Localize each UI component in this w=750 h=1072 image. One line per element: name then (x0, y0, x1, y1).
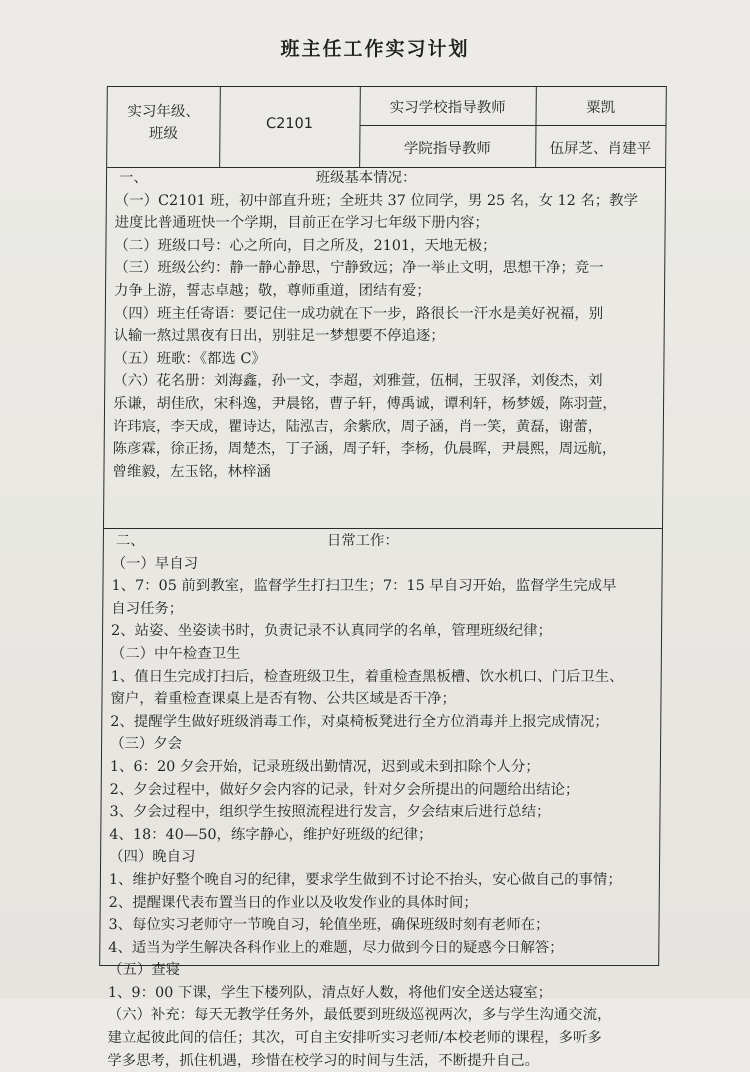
text-line: （二）中午检查卫生 (110, 645, 241, 662)
divider (359, 125, 665, 126)
text-line: （四）班主任寄语：要记住一成功就在下一步，路很长一汗水是美好祝福，别 (113, 305, 604, 322)
text-line: （三）班级公约：静一静心静思，宁静致远；净一举止文明，思想干净；竞一 (114, 260, 604, 277)
text-line: （五）班歌：《都选 C》 (113, 350, 266, 367)
grade-label-line: 班级 (148, 126, 178, 142)
section-heading (112, 530, 654, 553)
class-value: C2101 (265, 116, 314, 132)
text-line: 1、7：05 前到教室，监督学生打扫卫生；7：15 早自习开始，监督学生完成早 (111, 578, 617, 595)
text-line: 3、夕会过程中，组织学生按照流程进行发言，夕会结束后进行总结； (109, 804, 551, 821)
text-line: 窗户，着重检查课桌上是否有物、公共区域是否干净； (110, 691, 456, 708)
text-line: 许玮宸，李天成，瞿诗达，陆泓吉，余紫欣，周子涵，肖一笑，黄磊，谢蕾， (112, 418, 603, 435)
school-mentor-value: 粟凯 (586, 100, 616, 116)
text-line: 学多思考，抓住机遇，珍惜在校学习的时间与生活，不断提升自己。 (107, 1052, 540, 1069)
section-number: 二、 (115, 533, 145, 549)
text-line: （六）花名册：刘海鑫，孙一文，李超，刘雅萱，伍桐，王驭泽，刘俊杰，刘 (113, 373, 603, 390)
text-line: 建立起彼此间的信任；其次，可自主安排听实习老师/本校老师的课程，多听多 (107, 1030, 602, 1047)
text-line: 1、9：00 下课，学生下楼列队，清点好人数，将他们安全送达寝室； (107, 984, 553, 1001)
document-title: 班主任工作实习计划 (280, 38, 470, 60)
text-line: 进度比普通班快一个学期，目前正在学习七年级下册内容； (114, 215, 489, 232)
text-line: 2、提醒课代表布置当日的作业以及收发作业的具体时间； (108, 894, 478, 911)
text-line: （三）夕会 (110, 736, 183, 753)
section-basic-info (104, 167, 665, 529)
text-line: （一）C2101 班，初中部直升班；全班共 37 位同学，男 25 名，女 12 名；教学 (114, 192, 639, 209)
text-line: （二）班级口号：心之所向，目之所及，2101，天地无极； (114, 237, 497, 254)
text-line: （四）晚自习 (109, 849, 196, 866)
text-line: 1、维护好整个晚自习的纪律，要求学生做到不讨论不抬头，安心做自己的事情； (108, 871, 622, 888)
text-line: （五）查寝 (108, 962, 181, 979)
text-line: 曾维毅，左玉铭，林梓涵 (112, 463, 271, 480)
college-mentor-value: 伍屏芝、肖建平 (549, 141, 652, 157)
grade-label-line: 实习年级、 (127, 104, 200, 120)
text-line: 4、适当为学生解决各科作业上的难题，尽力做到今日的疑惑今日解答； (108, 939, 564, 956)
text-line: 自习任务； (111, 600, 184, 617)
section-title: 日常工作： (326, 533, 399, 549)
text-line: 1、值日生完成打扫后，检查班级卫生，着重检查黑板槽、饮水机口、门后卫生、 (110, 668, 624, 685)
section-number: 一、 (118, 170, 148, 186)
grade-label (107, 101, 219, 145)
text-line: 陈彦霖，徐正扬，周楚杰，丁子涵，周子轩，李杨，仇晨晖，尹晨熙，周远航， (112, 441, 617, 458)
section-heading (115, 167, 657, 190)
school-mentor-label: 实习学校指导教师 (389, 100, 506, 116)
section-title: 班级基本情况： (315, 170, 417, 186)
text-line: 1、6：20 夕会开始，记录班级出勤情况，迟到或未到扣除个人分； (109, 758, 540, 775)
text-line: 认输一熬过黑夜有日出，别驻足一梦想要不停追逐； (113, 328, 445, 345)
college-mentor-label: 学院指导教师 (403, 141, 491, 157)
text-line: 4、18：40—50，练字静心，维护好班级的纪律； (109, 826, 433, 843)
text-line: 力争上游，誓志卓越；敬，尊师重道，团结有爱； (113, 282, 431, 299)
text-line: （六）补充：每天无教学任务外，最低要到班级巡视两次，多与学生沟通交流， (107, 1007, 612, 1024)
plan-table (99, 86, 667, 1069)
text-line: （一）早自习 (111, 555, 199, 572)
text-line: 乐谦，胡佳欣，宋科逸，尹晨铭，曹子轩，傅禹诚，谭利轩，杨梦媛，陈羽萱， (112, 395, 617, 412)
text-line: 2、夕会过程中，做好夕会内容的记录，针对夕会所提出的问题给出结论； (109, 781, 580, 798)
header-row (107, 87, 666, 168)
text-line: 3、每位实习老师守一节晚自习，轮值坐班，确保班级时刻有老师在； (108, 917, 550, 934)
text-line: 2、站姿、坐姿读书时，负责记录不认真同学的名单，管理班级纪律； (111, 623, 553, 640)
section-daily-work (100, 530, 662, 1069)
text-line: 2、提醒学生做好班级消毒工作，对桌椅板凳进行全方位消毒并上报完成情况； (110, 713, 609, 730)
